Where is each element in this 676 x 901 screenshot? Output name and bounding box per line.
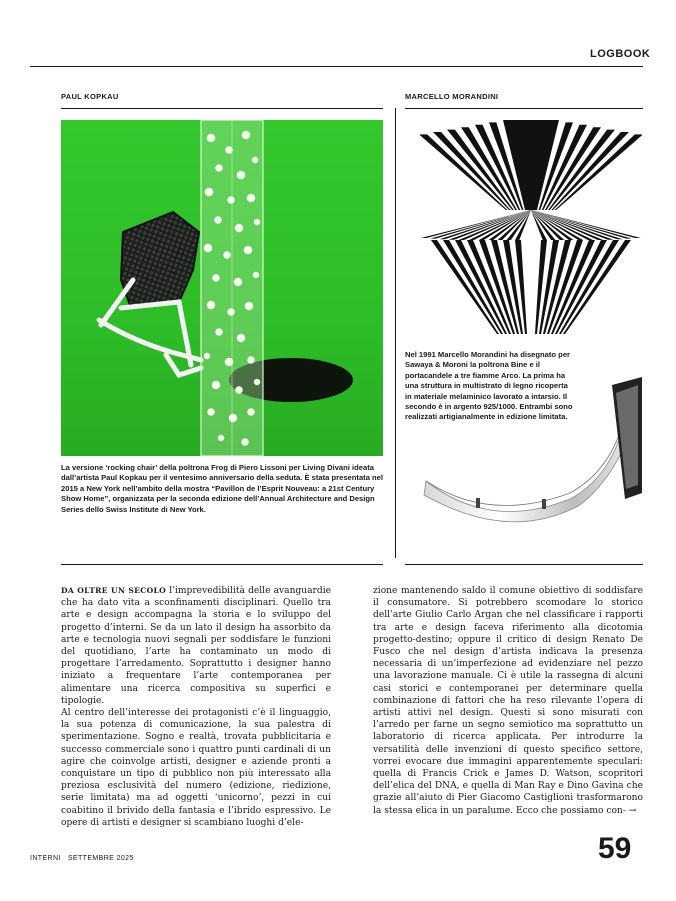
article-column-1 bbox=[61, 585, 331, 829]
left-caption: La versione ‘rocking chair’ della poltrona Frog di Piero Lissoni per Living Divani ideata dall’artista Paul Kopkau per il ventesimo anniversario della seduta. È stata presentata nel 2015 a New York nell’ambito della mostra “Pavillon de l’Esprit Nouveau: a 21st Century Show Home”, organizzata per la seconda edizione dell’Annual Architecture and Design Series dello Swiss Institute di New York. bbox=[61, 463, 384, 514]
left-body-rule bbox=[61, 564, 383, 565]
right-heading-rule bbox=[405, 108, 643, 109]
footer-magazine bbox=[30, 855, 134, 862]
left-column-heading: PAUL KOPKAU bbox=[61, 92, 119, 101]
header-rule bbox=[30, 66, 643, 67]
right-column-heading: MARCELLO MORANDINI bbox=[405, 92, 499, 101]
article-col1-para1: l’imprevedibilità delle avanguardie che ha dato vita a sconfinamenti disciplinari. Quello tra arte e design accompagna la storia e lo sviluppo del progetto d’interni. Se da un lato il design ha assorbito da arte e tecnologia nuovi segnali per soddisfare le funzioni del quotidiano, l’arte ha contaminato un modo di progettare l’arredamento. Soprattutto i designer hanno iniziato a frequentare l’arte contemporanea per alimentare una ricerca compositiva su superfici e tipologie. bbox=[61, 586, 331, 706]
right-body-rule bbox=[405, 564, 643, 565]
section-label: LOGBOOK bbox=[590, 48, 651, 60]
column-divider bbox=[395, 108, 396, 558]
issue-date: SETTEMBRE 2025 bbox=[67, 855, 134, 862]
arco-candleholder-image bbox=[420, 373, 642, 533]
article-col1-para2: Al centro dell’interesse dei protagonisti c’è il linguaggio, la sua potenza di comunicazione, la sua palestra di sperimentazione. Sogno e realtà, trovata pubblicitaria e successo commerciale sono i quattro punti cardinali di un agire che coinvolge artisti, designer e aziende pronti a conquistare un tipo di pubblico non più interessato alla preziosa esclusività del numero (edizione, riedizione, serie limitata) ma ad oggetti ‘unicorno’, pezzi in cui coabitino il brivido della fantasia e l’ibrido espressivo. Le opere di artisti e designer si scambiano luoghi d’ele- bbox=[61, 708, 331, 828]
right-caption: Nel 1991 Marcello Morandini ha disegnato per Sawaya & Moroni la poltrona Bine e il portacandele a tre fiamme Arco. La prima ha una struttura in multistrato di legno ricoperta in materiale melaminico lavorato a intarsio. Il secondo è in argento 925/1000. Entrambi sono realizzati artigianalmente in edizione limitata. bbox=[405, 350, 573, 422]
bine-armchair-image bbox=[420, 118, 642, 336]
page-number: 59 bbox=[598, 832, 632, 865]
magazine-name: INTERNI bbox=[30, 855, 61, 862]
article-lead: DA OLTRE UN SECOLO bbox=[61, 586, 167, 595]
left-heading-rule bbox=[61, 108, 383, 109]
article-col2-para1: zione mantenendo saldo il comune obiettivo di soddisfare il consumatore. Si potrebbero scomodare lo storico dell’arte Giulio Carlo Argan che nel classificare i rapporti tra arte e design faceva riferimento alla dicotomia progetto-destino; oppure il critico di design Renato De Fusco che nel design d’artista indicava la presenza necessaria di un’imperfezione ad evidenziare nel pezzo una lavorazione manuale. Ci è utile la rassegna di alcuni casi storici e contemporanei per determinare quella combinazione di fattori che ha reso rilevante l’opera di artisti attivi nel design. Questi si sono misurati con l’arredo per farne un segno semiotico ma soprattutto un laboratorio di ricerca applicata. Per introdurre la versatilità delle invenzioni di questo specifico settore, vorrei evocare due immagini apparentemente speculari: quella di Francis Crick e James D. Watson, scopritori dell’elica del DNA, e quella di Man Ray e Dino Gavina che grazie all’aiuto di Pier Giacomo Castiglioni trasformarono la stessa elica in un paralume. Ecco che possiamo con- → bbox=[373, 586, 643, 816]
rocking-chair-photo bbox=[61, 120, 383, 456]
article-column-2 bbox=[373, 585, 643, 817]
